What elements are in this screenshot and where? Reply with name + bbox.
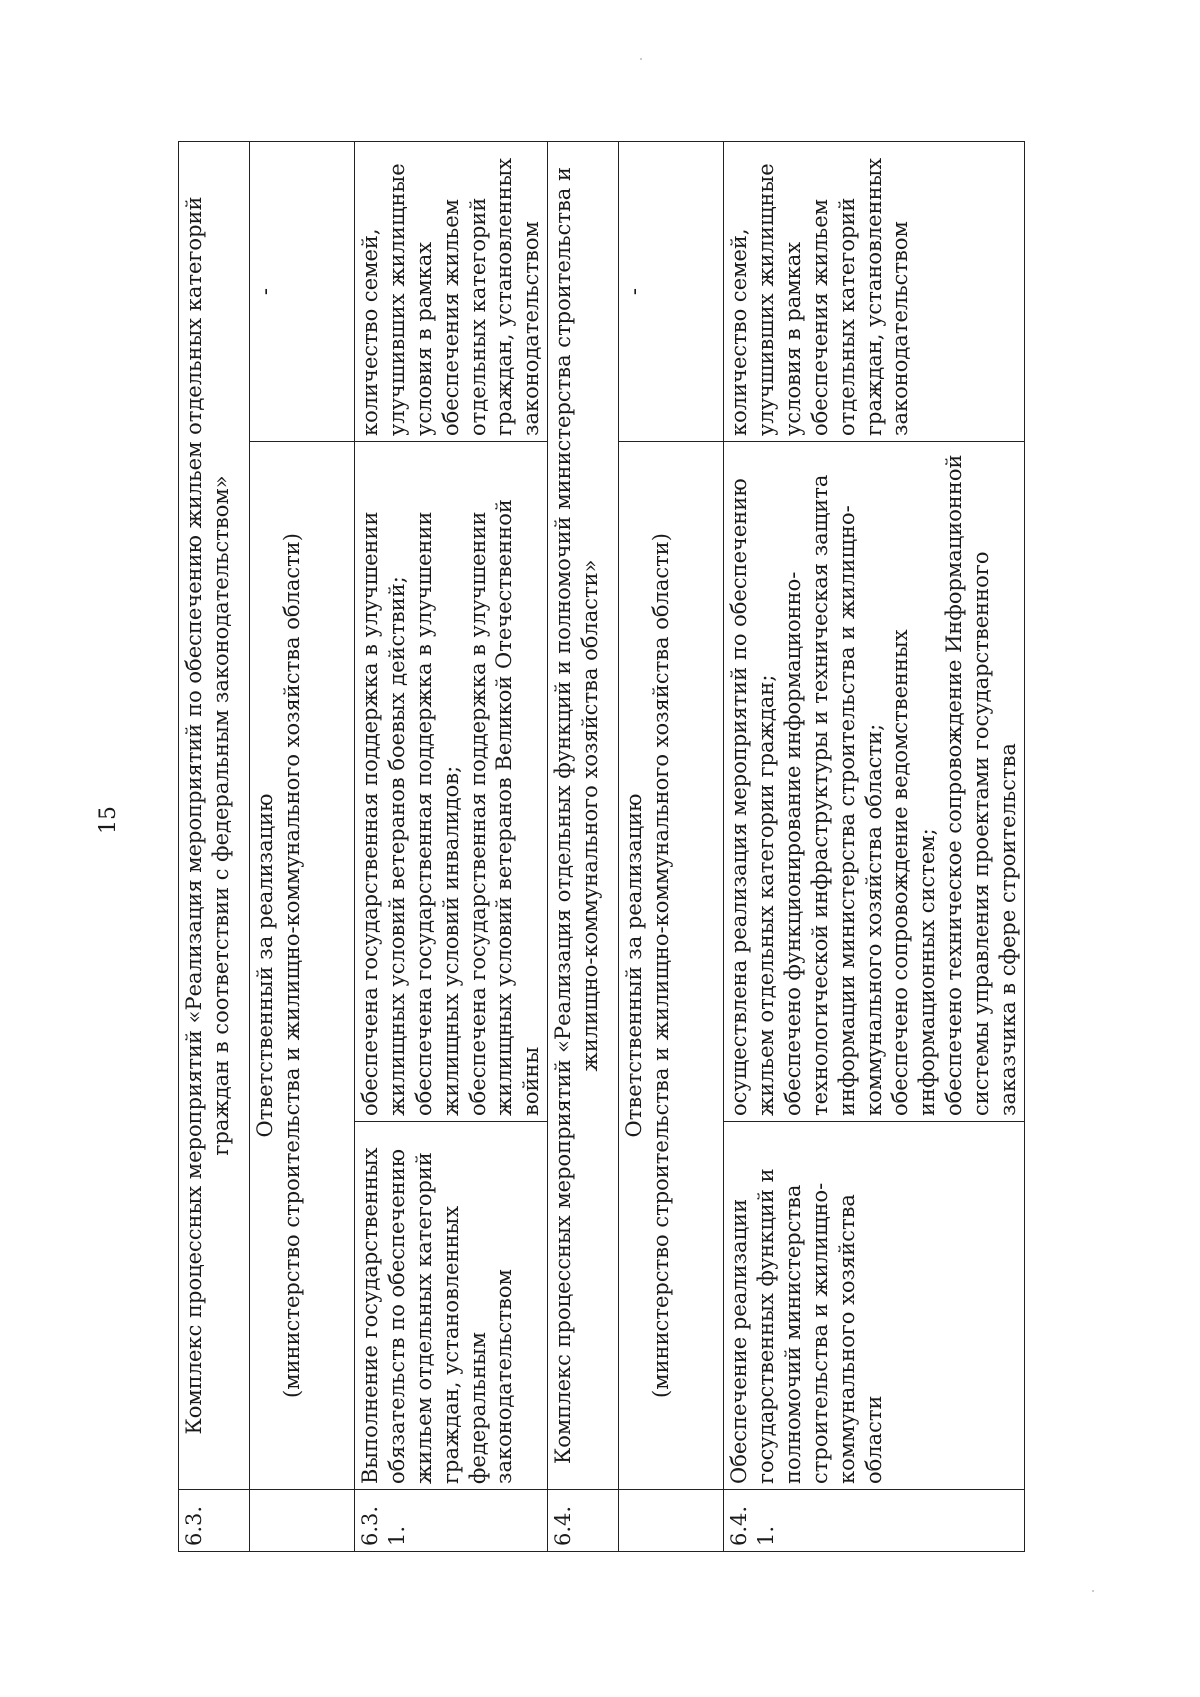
scan-speck	[1092, 1590, 1094, 1592]
task-row	[724, 142, 1025, 1552]
section-row	[548, 142, 619, 1552]
task-description: Выполнение государственных обязательств по обеспечению жильем отдельных категорий граждан, установленных федеральным законодательством	[355, 1122, 548, 1490]
task-indicator: количество семей, улучшивших жилищные условия в рамках обеспечения жильем отдельных категорий граждан, установленных законодательством	[355, 142, 548, 442]
section-number: 6.3.	[179, 1490, 250, 1552]
responsible-label: Ответственный за реализацию (министерство строительства и жилищно-коммунального хозяйства области)	[250, 442, 355, 1490]
empty-cell	[619, 1490, 724, 1552]
task-indicator: количество семей, улучшивших жилищные условия в рамках обеспечения жильем отдельных категорий граждан, установленных законодательством	[724, 142, 1025, 442]
task-results: обеспечена государственная поддержка в улучшении жилищных условий ветеранов боевых действий; обеспечена государственная поддержка в улучшении жилищных условий инвалидов; обеспечена государственная поддержка в улучшении жилищных условий ветеранов Великой Отечественной войны	[355, 442, 548, 1122]
responsible-row	[250, 142, 355, 1552]
scan-speck	[640, 58, 642, 60]
program-table	[178, 141, 1025, 1552]
empty-cell	[250, 1490, 355, 1552]
task-description: Обеспечение реализации государственных функций и полномочий министерства строительства и жилищно-коммунального хозяйства области	[724, 1122, 1025, 1490]
responsible-label: Ответственный за реализацию (министерство строительства и жилищно-коммунального хозяйства области)	[619, 442, 724, 1490]
section-number: 6.4.	[548, 1490, 619, 1552]
task-row	[355, 142, 548, 1552]
section-title: Комплекс процессных мероприятий «Реализация отдельных функций и полномочий министерства строительства и жилищно-коммунального хозяйства области»	[548, 142, 619, 1490]
responsible-value: -	[619, 142, 724, 442]
page-number: 15	[96, 806, 121, 834]
task-number: 6.3.1.	[355, 1490, 548, 1552]
responsible-row	[619, 142, 724, 1552]
section-title: Комплекс процессных мероприятий «Реализация мероприятий по обеспечению жильем отдельных категорий граждан в соответствии с федеральным законодательством»	[179, 142, 250, 1490]
task-number: 6.4.1.	[724, 1490, 1025, 1552]
task-results: осуществлена реализация мероприятий по обеспечению жильем отдельных категории граждан; обеспечено функционирование информационно-технологической инфраструктуры и техническая защита информации министерства строительства и жилищно-коммунального хозяйства области; обеспечено сопровождение ведомственных информационных систем; обеспечено техническое сопровождение Информационной системы управления проектами государственного заказчика в сфере строительства	[724, 442, 1025, 1122]
section-row	[179, 142, 250, 1552]
responsible-value: -	[250, 142, 355, 442]
rotated-table-container	[178, 142, 1058, 1552]
